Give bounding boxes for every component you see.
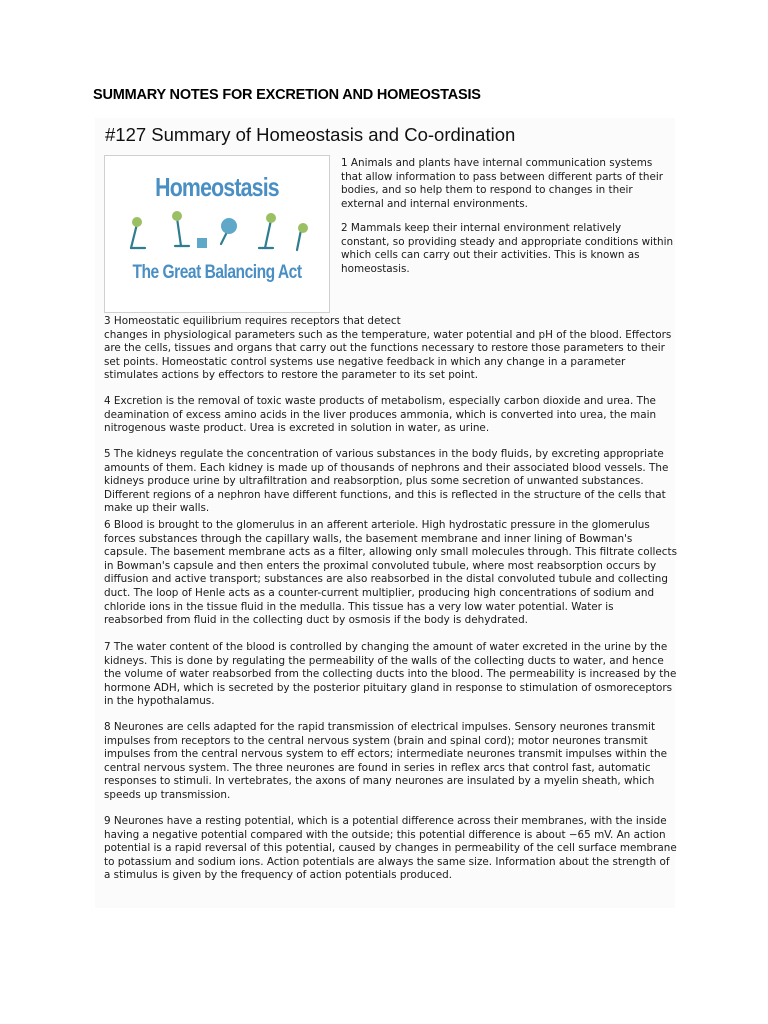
paragraph-line: amounts of them. Each kidney is made up of thousands of nephrons and their associated blood vessels. The (104, 461, 669, 474)
paragraph-line: forces substances through the capillary walls, the basement membrane and inner lining of Bowman's (104, 532, 633, 545)
balancing-figures-icon (121, 210, 313, 258)
paragraph-line: Different regions of a nephron have different functions, and this is reflected in the structure of the cells that (104, 488, 666, 501)
paragraph-line: 7 The water content of the blood is controlled by changing the amount of water excreted in the urine by the (104, 641, 668, 653)
paragraph-line: 8 Neurones are cells adapted for the rapid transmission of electrical impulses. Sensory neurones transmit (104, 721, 656, 733)
paragraph-line: diffusion and active transport; substances are also reabsorbed in the distal convoluted tubule and collecting (104, 573, 668, 586)
paragraph-line: 1 Animals and plants have internal communication systems (341, 157, 653, 169)
summary-paragraph (104, 395, 656, 436)
summary-paragraph (104, 315, 671, 383)
paragraph-line: which cells can carry out their activities. This is known as (341, 249, 640, 262)
paragraph-line: make up their walls. (104, 502, 210, 515)
paragraph-line: hormone ADH, which is secreted by the posterior pituitary gland in response to stimulation of osmoreceptors (104, 681, 673, 694)
scan-title: #127 Summary of Homeostasis and Co-ordination (105, 124, 516, 145)
paragraph-line: in the hypothalamus. (104, 695, 215, 708)
paragraph-line: deamination of excess amino acids in the liver produces ammonia, which is converted into urea, the main (104, 408, 657, 421)
summary-paragraph (104, 519, 677, 628)
paragraph-line: having a negative potential compared with the outside; this potential difference is about −65 mV. An action (104, 828, 666, 841)
paragraph-line: chloride ions in the tissue fluid in the medulla. This tissue has a very low water potential. Water is (104, 600, 614, 613)
paragraph-line: the volume of water reabsorbed from the collecting ducts into the blood. The permeability is increased by the (104, 668, 677, 681)
paragraph-line: external and internal environments. (341, 197, 528, 210)
paragraph-line: that allow information to pass between different parts of their (341, 170, 664, 183)
paragraph-line: kidneys. This is done by regulating the permeability of the walls of the collecting ducts to water, and hence (104, 654, 664, 667)
summary-paragraph (104, 641, 676, 709)
paragraph-line: a stimulus is given by the frequency of action potentials produced. (104, 869, 452, 882)
summary-paragraph (341, 222, 673, 276)
paragraph-line: homeostasis. (341, 262, 410, 275)
document-title: SUMMARY NOTES FOR EXCRETION AND HOMEOSTASIS (93, 87, 481, 103)
paragraph-line: nitrogenous waste product. Urea is excreted in solution in water, as urine. (104, 422, 490, 435)
homeostasis-image-title: Homeostasis (155, 172, 279, 202)
homeostasis-image (104, 155, 330, 313)
paragraph-line: 9 Neurones have a resting potential, which is a potential difference across their membranes, with the inside (104, 815, 667, 827)
summary-paragraph (104, 721, 667, 803)
paragraph-line: in Bowman's capsule and then enters the proximal convoluted tubule, where most reabsorption occurs by (104, 559, 657, 572)
paragraph-line: to potassium and sodium ions. Action potentials are always the same size. Information about the strength of (104, 855, 670, 868)
summary-paragraph (104, 448, 668, 516)
paragraph-line: bodies, and so help them to respond to changes in their (341, 184, 633, 197)
summary-paragraph (104, 815, 677, 883)
paragraph-line: duct. The loop of Henle acts as a counter-current multiplier, producing high concentrations of sodium and (104, 586, 655, 599)
paragraph-line: set points. Homeostatic control systems use negative feedback in which any change in a parameter (104, 355, 626, 368)
paragraph-line: capsule. The basement membrane acts as a filter, allowing only small molecules through. This filtrate collects (104, 546, 677, 559)
paragraph-line: kidneys produce urine by ultrafiltration and reabsorption, plus some secretion of unwanted substances. (104, 475, 644, 488)
paragraph-line: 5 The kidneys regulate the concentration of various substances in the body fluids, by excreting appropriate (104, 448, 664, 460)
paragraph-line: 4 Excretion is the removal of toxic waste products of metabolism, especially carbon dioxide and urea. The (104, 395, 656, 407)
paragraph-line: impulses from the central nervous system to eff ectors; intermediate neurones transmit impulses within the (104, 748, 667, 761)
paragraph-line: changes in physiological parameters such as the temperature, water potential and pH of the blood. Effectors (104, 328, 672, 341)
paragraph-line: responses to stimuli. In vertebrates, the axons of many neurones are insulated by a myelin sheath, which (104, 775, 655, 788)
homeostasis-image-subtitle: The Great Balancing Act (132, 262, 302, 283)
paragraph-line: stimulates actions by effectors to restore the parameter to its set point. (104, 369, 479, 382)
paragraph-line: are the cells, tissues and organs that carry out the functions necessary to restore those parameters to their (104, 342, 665, 355)
paragraph-line: 2 Mammals keep their internal environment relatively (341, 222, 622, 234)
paragraph-line: reabsorbed from fluid in the collecting duct by osmosis if the body is dehydrated. (104, 614, 528, 627)
paragraph-line: potential is a rapid reversal of this potential, caused by changes in permeability of the cell surface membrane (104, 842, 677, 855)
paragraph-line: central nervous system. The three neurones are found in series in reflex arcs that control fast, automatic (104, 761, 651, 774)
paragraph-line: speeds up transmission. (104, 788, 231, 801)
paragraph-line: constant, so providing steady and appropriate conditions within (341, 235, 674, 248)
summary-paragraph (341, 157, 663, 211)
paragraph-line: 3 Homeostatic equilibrium requires receptors that detect (104, 315, 401, 327)
paragraph-line: impulses from receptors to the central nervous system (brain and spinal cord); motor neurones transmit (104, 734, 648, 747)
paragraph-line: 6 Blood is brought to the glomerulus in an afferent arteriole. High hydrostatic pressure in the glomerulus (104, 519, 650, 531)
